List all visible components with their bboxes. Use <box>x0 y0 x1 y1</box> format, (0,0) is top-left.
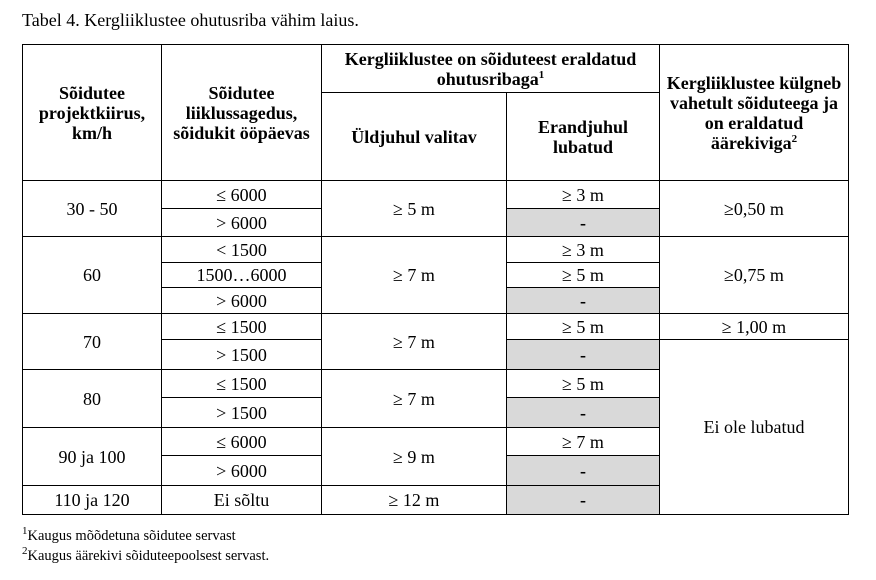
exception-cell: - <box>507 398 660 428</box>
traffic-cell: > 1500 <box>162 398 322 428</box>
header-curb: Kergliiklustee külgneb vahetult sõiduteega ja on eraldatud äärekiviga$^2$ <box>660 45 849 181</box>
exception-cell: - <box>507 340 660 370</box>
traffic-cell: < 1500 <box>162 237 322 263</box>
curb-not-allowed-cell: Ei ole lubatud <box>660 340 849 515</box>
traffic-cell: ≤ 6000 <box>162 428 322 456</box>
exception-cell: ≥ 5 m <box>507 314 660 340</box>
general-cell: ≥ 12 m <box>322 486 507 515</box>
general-cell: ≥ 5 m <box>322 181 507 237</box>
traffic-cell: ≤ 1500 <box>162 314 322 340</box>
table-row <box>23 237 849 263</box>
curb-cell: ≥ 1,00 m <box>660 314 849 340</box>
traffic-cell: ≤ 6000 <box>162 181 322 209</box>
exception-cell: ≥ 5 m <box>507 263 660 288</box>
speed-cell: 90 ja 100 <box>23 428 162 486</box>
table-row <box>23 181 849 209</box>
header-speed: Sõidutee projektkiirus, km/h <box>23 45 162 181</box>
header-traffic: Sõidutee liiklussagedus, sõidukit ööpäevas <box>162 45 322 181</box>
curb-cell: ≥0,75 m <box>660 237 849 314</box>
curb-cell: ≥0,50 m <box>660 181 849 237</box>
general-cell: ≥ 9 m <box>322 428 507 486</box>
header-exception: Erandjuhul lubatud <box>507 93 660 181</box>
general-cell: ≥ 7 m <box>322 370 507 428</box>
exception-cell: ≥ 5 m <box>507 370 660 398</box>
traffic-cell: > 6000 <box>162 209 322 237</box>
traffic-cell: > 6000 <box>162 288 322 314</box>
exception-cell: - <box>507 288 660 314</box>
traffic-cell: > 1500 <box>162 340 322 370</box>
table-caption: Tabel 4. Kergliiklustee ohutusriba vähim laius. <box>22 10 359 30</box>
speed-cell: 110 ja 120 <box>23 486 162 515</box>
general-cell: ≥ 7 m <box>322 237 507 314</box>
traffic-cell: 1500…6000 <box>162 263 322 288</box>
footnote-2: $^2$Kaugus äärekivi sõiduteepoolsest servast. <box>22 545 270 564</box>
safety-strip-table <box>22 44 849 515</box>
speed-cell: 60 <box>23 237 162 314</box>
table-row <box>23 314 849 340</box>
speed-cell: 80 <box>23 370 162 428</box>
exception-cell: - <box>507 456 660 486</box>
general-cell: ≥ 7 m <box>322 314 507 370</box>
exception-cell: ≥ 3 m <box>507 181 660 209</box>
speed-cell: 70 <box>23 314 162 370</box>
speed-cell: 30 - 50 <box>23 181 162 237</box>
header-separated-group: Kergliiklustee on sõiduteest eraldatud ohutusribaga$^1$ <box>322 45 660 93</box>
exception-cell: ≥ 7 m <box>507 428 660 456</box>
traffic-cell: ≤ 1500 <box>162 370 322 398</box>
exception-cell: - <box>507 486 660 515</box>
exception-cell: - <box>507 209 660 237</box>
exception-cell: ≥ 3 m <box>507 237 660 263</box>
traffic-cell: Ei sõltu <box>162 486 322 515</box>
header-general: Üldjuhul valitav <box>322 93 507 181</box>
traffic-cell: > 6000 <box>162 456 322 486</box>
footnote-1: $^1$Kaugus mõõdetuna sõidutee servast <box>22 525 236 544</box>
